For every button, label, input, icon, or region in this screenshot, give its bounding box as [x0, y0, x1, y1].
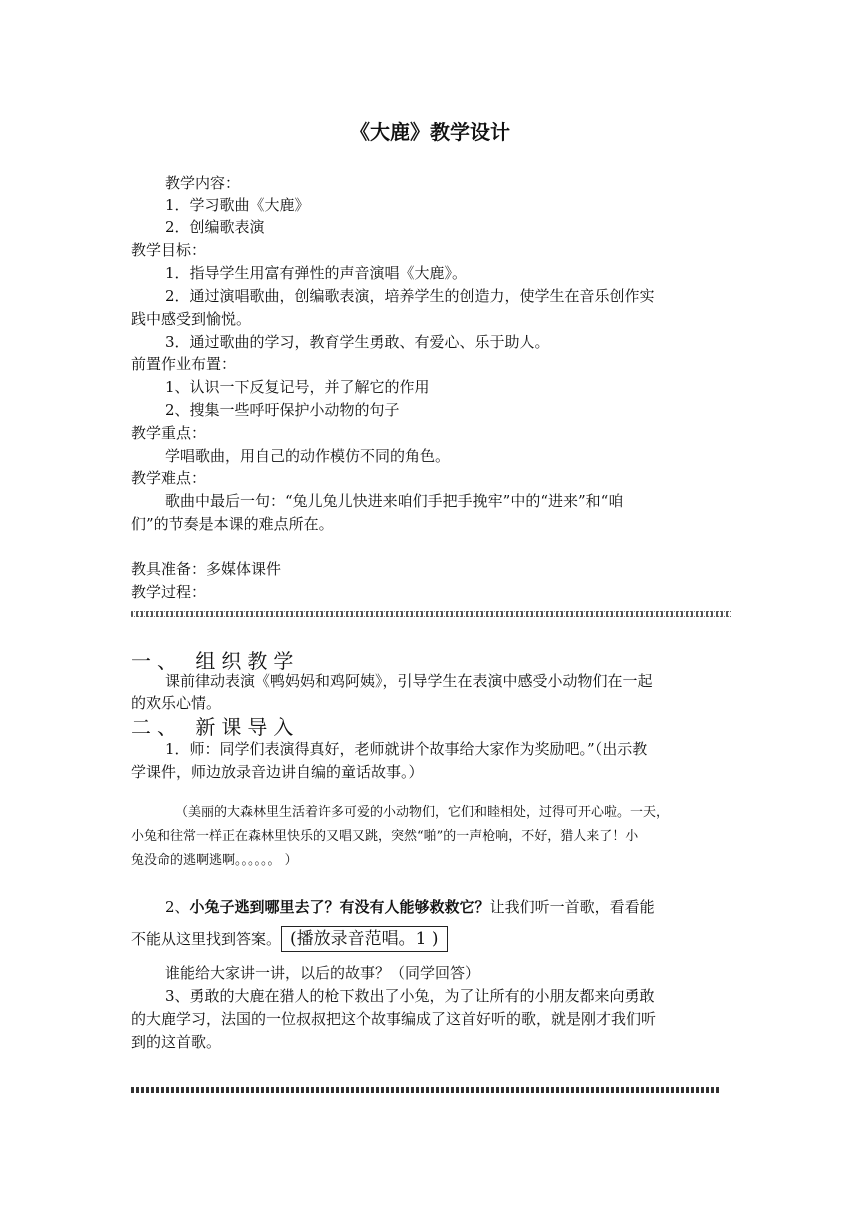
conclusion-line-3: 到的这首歌。: [131, 1033, 222, 1051]
content-label: 教学内容：: [165, 174, 241, 192]
key-text: 学唱歌曲，用自己的动作模仿不同的角色。: [165, 447, 451, 465]
question-paragraph-line-2: [131, 926, 448, 952]
story-line-3: 兔没命的逃啊逃啊。。。。。。 ）: [131, 853, 298, 868]
question-paragraph-line-1: [165, 896, 655, 918]
goal-2-line-1: 2．通过演唱歌曲，创编歌表演，培养学生的创造力，使学生在音乐创作实: [165, 287, 655, 305]
intro-paragraph-line-1: 1．师：同学们表演得真好，老师就讲个故事给大家作为奖励吧。”（出示教: [165, 740, 648, 758]
homework-label: 前置作业布置：: [131, 355, 237, 373]
conclusion-line-2: 的大鹿学习，法国的一位叔叔把这个故事编成了这首好听的歌，就是刚才我们听: [131, 1010, 657, 1028]
wavy-separator: [131, 1087, 721, 1093]
question-bold-text: 小兔子逃到哪里去了？有没有人能够救救它？: [189, 898, 490, 916]
intro-paragraph-line-2: 学课件，师边放录音边讲自编的童话故事。）: [131, 763, 424, 781]
playback-note-box: (播放录音范唱。1 ): [281, 926, 447, 952]
story-prompt: 谁能给大家讲一讲，以后的故事？（同学回答）: [165, 964, 481, 982]
question-answer-text: 不能从这里找到答案。: [131, 930, 282, 948]
difficulty-line-2: 们”的节奏是本课的难点所在。: [131, 515, 334, 533]
section-1-line-1: 课前律动表演《鸭妈妈和鸡阿姨》，引导学生在表演中感受小动物们在一起: [165, 672, 653, 690]
difficulty-line-1: 歌曲中最后一句：“兔儿兔儿快进来咱们手把手挽牢”中的“进来”和“咱: [165, 492, 624, 510]
homework-item-2: 2、搜集一些呼吁保护小动物的句子: [165, 401, 400, 419]
goals-label: 教学目标：: [131, 241, 207, 259]
story-line-1: （美丽的大森林里生活着许多可爱的小动物们，它们和睦相处，过得可开心啦。一天，: [175, 805, 670, 820]
dotted-separator: [131, 611, 731, 617]
question-rest-text: 让我们听一首歌，看看能: [489, 898, 655, 916]
content-item-1: 1．学习歌曲《大鹿》: [165, 196, 310, 214]
content-item-2: 2．创编歌表演: [165, 218, 265, 236]
story-line-2: 小兔和往常一样正在森林里快乐的又唱又跳，突然“啪”的一声枪响，不好，猎人来了！小: [131, 829, 639, 844]
section-1-line-2: 的欢乐心情。: [131, 694, 222, 712]
document-title: 《大鹿》教学设计: [350, 120, 510, 144]
process-label: 教学过程：: [131, 583, 207, 601]
goal-3: 3．通过歌曲的学习，教育学生勇敢、有爱心、乐于助人。: [165, 333, 550, 351]
section-1-heading: 一、 组织教学: [131, 649, 300, 673]
tools-text: 教具准备：多媒体课件: [131, 560, 282, 578]
goal-2-line-2: 践中感受到愉悦。: [131, 310, 252, 328]
key-label: 教学重点：: [131, 424, 207, 442]
section-2-heading: 二、 新课导入: [131, 715, 300, 739]
conclusion-line-1: 3、勇敢的大鹿在猎人的枪下救出了小兔，为了让所有的小朋友都来向勇敢: [165, 987, 655, 1005]
homework-item-1: 1、认识一下反复记号，并了解它的作用: [165, 378, 430, 396]
difficulty-label: 教学难点：: [131, 469, 207, 487]
goal-1: 1．指导学生用富有弹性的声音演唱《大鹿》。: [165, 264, 468, 282]
question-number: 2、: [165, 898, 190, 916]
